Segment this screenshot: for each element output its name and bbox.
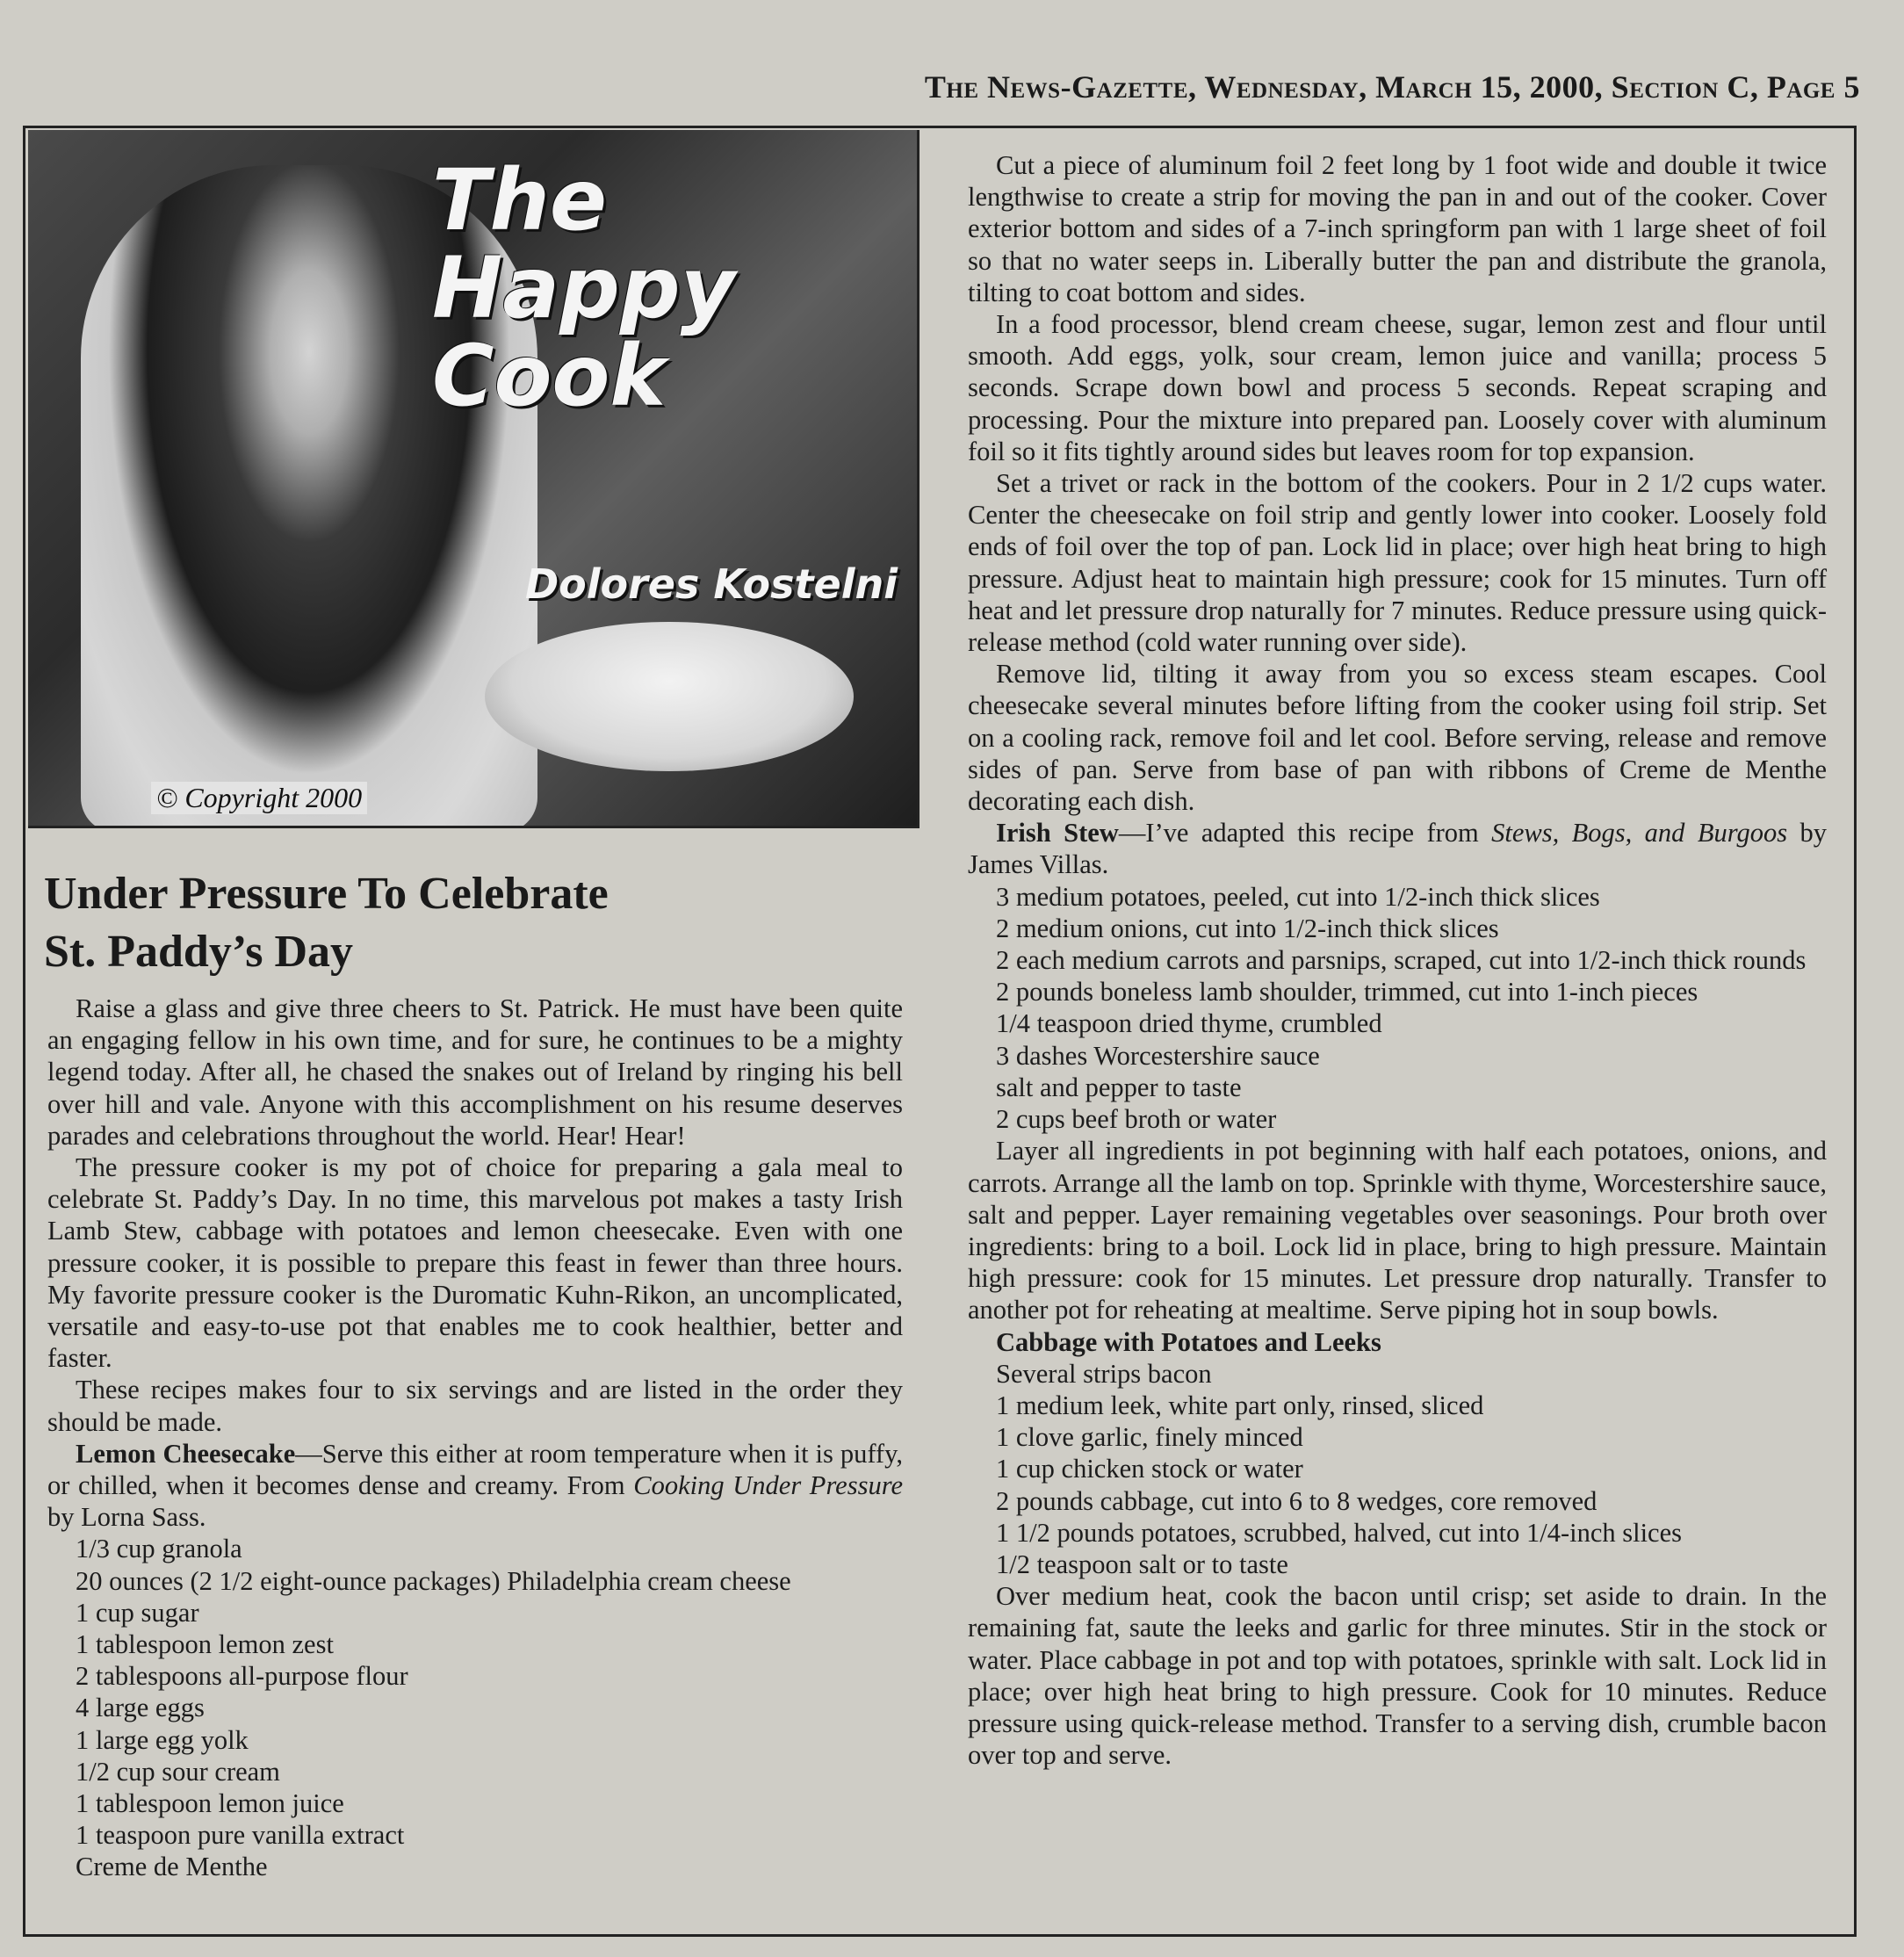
recipe-title: Irish Stew	[996, 818, 1119, 849]
ingredient: Several strips bacon	[996, 1358, 1212, 1389]
recipe-intro-text: —Serve this either at room temperature when it is puffy, or chilled, when it becomes dense and creamy. From	[47, 1438, 903, 1501]
book-title: Cooking Under Pressure	[633, 1470, 903, 1501]
method-paragraph: Cut a piece of aluminum foil 2 feet long by 1 foot wide and double it twice lengthwise to create a strip for moving the pan in and out of the cooker. Cover exterior bottom and sides of a 7-inch springform pan with 1 large sheet of foil so that no water seeps in. Liberally butter the pan and distribute the granola, tilting to coat bottom and sides.	[968, 150, 1827, 307]
ingredient: 1 teaspoon pure vanilla extract	[76, 1820, 405, 1851]
left-column	[47, 993, 903, 1883]
headline-line: St. Paddy’s Day	[44, 927, 354, 977]
copyright-notice: © Copyright 2000	[151, 782, 367, 814]
ingredient: 1 tablespoon lemon zest	[76, 1629, 334, 1660]
ingredient: 1/2 teaspoon salt or to taste	[996, 1549, 1288, 1579]
stew-intro	[968, 817, 1827, 880]
cabbage-title-row	[968, 1326, 1827, 1358]
ingredient: 4 large eggs	[76, 1693, 205, 1723]
ingredient-list	[968, 881, 1827, 1136]
ingredient: 2 medium onions, cut into 1/2-inch thick slices	[996, 913, 1499, 943]
ingredient: 1 medium leek, white part only, rinsed, sliced	[996, 1390, 1484, 1420]
ingredient: 1 cup chicken stock or water	[996, 1454, 1303, 1484]
method-paragraph: Over medium heat, cook the bacon until crisp; set aside to drain. In the remaining fat, saute the leeks and garlic for three minutes. Stir in the stock or water. Place cabbage in pot and top with potatoes, sprinkle with salt. Lock lid in place; over high heat bring to high pressure. Cook for 10 minutes. Reduce pressure using quick-release method. Transfer to a serving dish, crumble bacon over top and serve.	[968, 1581, 1827, 1771]
ingredient: 1 large egg yolk	[76, 1724, 249, 1755]
ingredient: 1/3 cup granola	[76, 1534, 242, 1564]
intro-paragraph: Raise a glass and give three cheers to St. Patrick. He must have been quite an engaging fellow in his own time, and for sure, he continues to be a mighty legend today. After all, he chased the snakes out of Ireland by ringing his bell over hill and vale. Anyone with this accomplishment on his resume deserves parades and celebrations throughout the world. Hear! Hear!	[47, 993, 903, 1151]
ingredient: 2 cups beef broth or water	[996, 1104, 1277, 1135]
method-paragraph: Remove lid, tilting it away from you so excess steam escapes. Cool cheesecake several minutes before lifting from the cooker using foil strip. Set on a cooling rack, remove foil and let cool. Before serving, release and remove sides of pan. Serve from base of pan with ribbons of Creme de Menthe decorating each dish.	[968, 659, 1827, 817]
ingredient: 2 pounds cabbage, cut into 6 to 8 wedges, core removed	[996, 1485, 1597, 1516]
cheesecake-intro	[47, 1438, 903, 1534]
mixing-bowl	[485, 622, 854, 771]
ingredient-list	[968, 1358, 1827, 1580]
right-column	[968, 149, 1827, 1771]
page-header: The News-Gazette, Wednesday, March 15, 2000, Section C, Page 5	[924, 69, 1860, 105]
column-photo	[28, 130, 920, 828]
recipe-intro-text: —I’ve adapted this recipe from	[1118, 818, 1492, 849]
column-title	[432, 151, 736, 425]
ingredient: salt and pepper to taste	[996, 1072, 1242, 1102]
ingredient: 1/4 teaspoon dried thyme, crumbled	[996, 1008, 1382, 1039]
ingredient: 2 pounds boneless lamb shoulder, trimmed, cut into 1-inch pieces	[996, 977, 1698, 1007]
article-headline	[44, 865, 887, 981]
ingredient: 1 clove garlic, finely minced	[996, 1422, 1303, 1453]
recipe-title: Cabbage with Potatoes and Leeks	[996, 1326, 1381, 1357]
ingredient: 2 tablespoons all-purpose flour	[76, 1661, 408, 1692]
recipe-title: Lemon Cheesecake	[76, 1438, 296, 1469]
intro-paragraph: The pressure cooker is my pot of choice for preparing a gala meal to celebrate St. Paddy’s Day. In no time, this marvelous pot makes a tasty Irish Lamb Stew, cabbage with potatoes and lemon cheesecake. Even with one pressure cooker, it is possible to prepare this feast in fewer than three hours. My favorite pressure cooker is the Duromatic Kuhn-Rikon, an uncomplicated, versatile and easy-to-use pot that enables me to cook healthier, better and faster.	[47, 1152, 903, 1374]
method-paragraph: Layer all ingredients in pot beginning with half each potatoes, onions, and carrots. Arrange all the lamb on top. Sprinkle with thyme, Worcestershire sauce, salt and pepper. Layer remaining vegetables over seasonings. Pour broth over ingredients: bring to a boil. Lock lid in place, bring to high pressure. Maintain high pressure: cook for 15 minutes. Let pressure drop naturally. Transfer to another pot for reheating at mealtime. Serve piping hot in soup bowls.	[968, 1136, 1827, 1325]
title-line: Cook	[432, 327, 667, 425]
ingredient: 1 tablespoon lemon juice	[76, 1788, 344, 1819]
ingredient: 1 cup sugar	[76, 1597, 199, 1628]
recipe-intro-text: by Lorna Sass.	[47, 1502, 206, 1533]
ingredient: 3 dashes Worcestershire sauce	[996, 1040, 1320, 1071]
title-line: The	[432, 151, 607, 249]
book-title: Stews, Bogs, and Burgoos	[1491, 818, 1788, 849]
title-line: Happy	[432, 239, 736, 337]
ingredient: 1 1/2 pounds potatoes, scrubbed, halved, cut into 1/4-inch slices	[996, 1517, 1682, 1548]
ingredient: 2 each medium carrots and parsnips, scraped, cut into 1/2-inch thick rounds	[996, 945, 1807, 976]
recipe-intro-text: by James Villas.	[968, 818, 1827, 880]
ingredient-list	[47, 1533, 903, 1882]
method-paragraph: Set a trivet or rack in the bottom of the cookers. Pour in 2 1/2 cups water. Center the cheesecake on foil strip and gently lower into cooker. Loosely fold ends of foil over the top of pan. Lock lid in place; over high heat bring to high pressure. Adjust heat to maintain high pressure; cook for 15 minutes. Turn off heat and let pressure drop naturally for 7 minutes. Reduce pressure using quick-release method (cold water running over side).	[968, 468, 1827, 658]
headline-line: Under Pressure To Celebrate	[44, 869, 609, 919]
ingredient: 20 ounces (2 1/2 eight-ounce packages) Philadelphia cream cheese	[76, 1565, 791, 1596]
method-paragraph: In a food processor, blend cream cheese, sugar, lemon zest and flour until smooth. Add eggs, yolk, sour cream, lemon juice and vanilla; process 5 seconds. Scrape down bowl and process 5 seconds. Repeat scraping and processing. Pour the mixture into prepared pan. Loosely cover with aluminum foil so it fits tightly around sides but leaves room for top expansion.	[968, 309, 1827, 466]
ingredient: 1/2 cup sour cream	[76, 1756, 280, 1787]
intro-paragraph: These recipes makes four to six servings and are listed in the order they should be made.	[47, 1375, 903, 1437]
author-byline: Dolores Kostelni	[524, 560, 898, 608]
ingredient: 3 medium potatoes, peeled, cut into 1/2-inch thick slices	[996, 881, 1600, 912]
ingredient: Creme de Menthe	[76, 1852, 268, 1882]
